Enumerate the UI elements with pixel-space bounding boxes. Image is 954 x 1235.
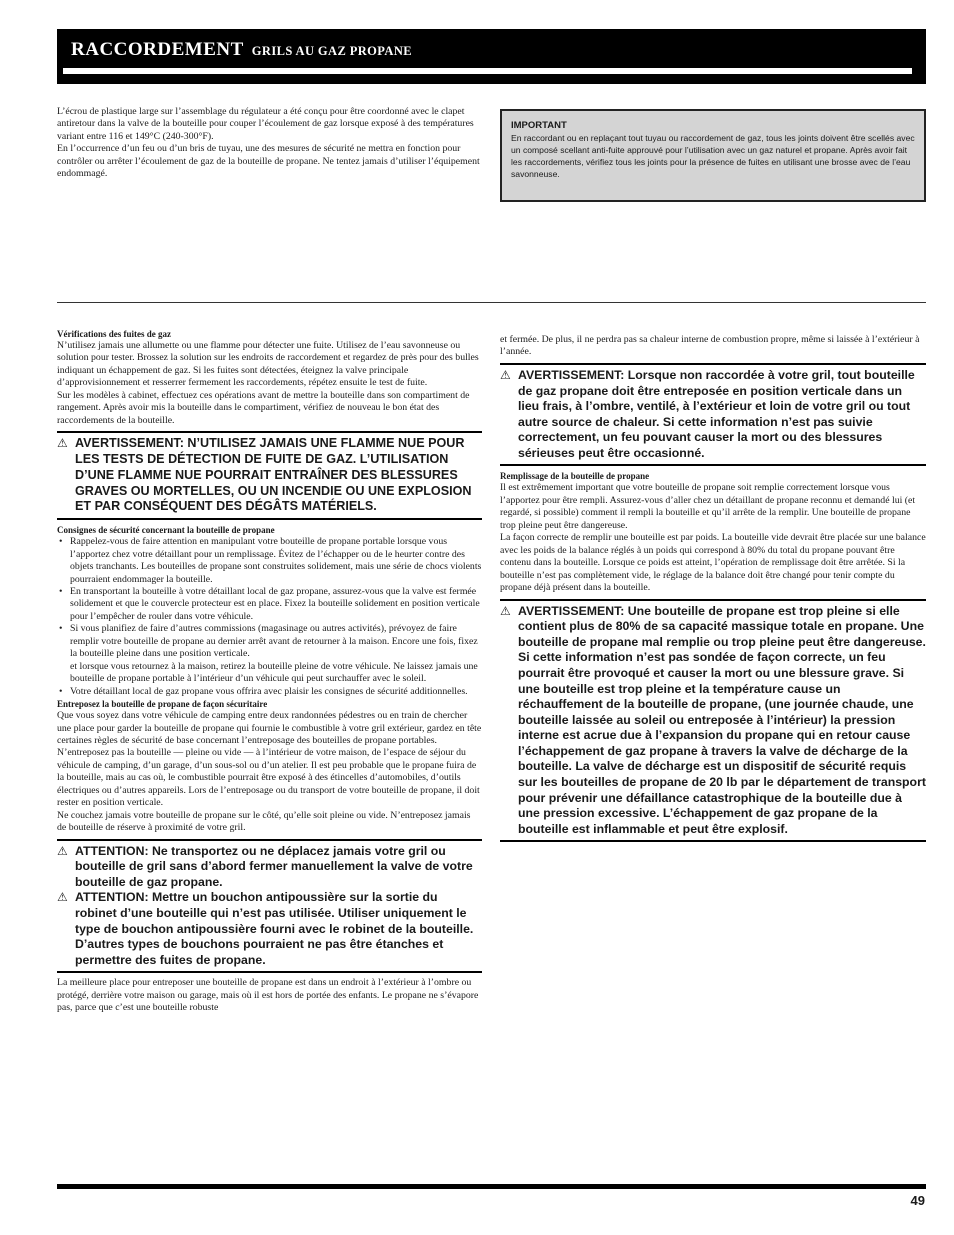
intro-paragraph: En l’occurrence d’un feu ou d’un bris de tuyau, une des mesures de sécurité ne mettra en fonction pour contrôler ou arrêter l’écoulement de gaz de la bouteille de propane. Ne tentez jamais d’utiliser l’équipement endommagé.	[57, 143, 480, 180]
safety-heading: Consignes de sécurité concernant la bouteille de propane	[57, 525, 275, 536]
warning-icon: ⚠	[500, 603, 511, 618]
leak-check-paragraph: Sur les modèles à cabinet, effectuez ces opérations avant de mettre la bouteille dans son compartiment de rangement. Après avoir mis la bouteille dans le compartiment, vérifiez de nouveau le bon état des raccordements de la bouteille.	[57, 389, 470, 426]
intro-text	[57, 106, 482, 181]
warning-text: AVERTISSEMENT: Une bouteille de propane est trop pleine si elle contient plus de 80% de sa capacité massique totale en propane. Une bouteille de propane mal remplie ou trop pleine peut être dangereuse. Si cette information n’est pas sondée de façon correcte, un feu pourrait être provoqué et causer la mort ou une blessure grave. Si une bouteille est trop pleine et la température cause un réchauffement de la bouteille de propane, (une journée chaude, une bouteille laissée au soleil ou entreposée à l’intérieur) la pression interne est acrue due à l’expansion du propane qui en retour cause l’échappement de gaz propane à travers la valve de décharge de la bouteille. La valve de décharge est un dispositif de sécurité requis sur les bouteilles de propane de 20 lb par le département de transport pour prévenir une défaillance catastrophique de la bouteille due à une pression excessive. L’échappement de gaz propane de la bouteille est inflammable et peut être explosif.	[518, 603, 926, 836]
page-header	[57, 29, 926, 84]
header-title	[71, 39, 412, 61]
filling-paragraph: Il est extrêmement important que votre bouteille de propane soit remplie correctement lorsque vous l’apportez pour être rempli. Assurez-vous d’aller chez un détaillant de propane reconnu et demandé lui (et regardé, si possible) comment il rempli la bouteille et qu’il arrête de la remplir. Une bouteille de propane trop pleine peut être dangereuse.	[500, 482, 916, 531]
attention-dust-cap	[57, 890, 482, 968]
attention-transport	[57, 844, 482, 891]
warning-icon: ⚠	[57, 843, 68, 858]
safety-list	[57, 536, 482, 698]
storage-heading: Entreposez la bouteille de propane de façon sécuritaire	[57, 699, 268, 710]
header-rule	[63, 68, 912, 74]
storage-paragraph: Que vous soyez dans votre véhicule de camping entre deux randonnées pédestres ou en train de chercher une place pour garder la bouteille de propane qui fournie le combustible à votre gril extérieur, gardez en tête certaines règles de sécurité de base concernant l’entreposage des bouteilles de propane portables. N’entreposez pas la bouteille — pleine ou vide — à l’intérieur de votre maison, de l’espace de séjour du véhicule de camping, d’un garage, d’un sous-sol ou d’un atelier. Il est peu probable que le propane fuira de la bouteille, mais au cas où, le combustible pourrait être exposé à des étincelles d’automobiles, d’outils électriques ou d’autres appareils. Lors de l’entreposage ou du transport de votre bouteille de propane, il doit rester en position verticale.	[57, 710, 482, 809]
section-title: RACCORDEMENT	[71, 39, 244, 60]
list-item: • Rappelez-vous de faire attention en manipulant votre bouteille de propane portable lorsque vous l’apportez chez votre détaillant pour un remplissage. Évitez de l’échapper ou de le heurter contre des objets tranchants. Les bouteilles de propane sont construites solidement, mais une série de chocs violents pourraient endommager la bouteille.	[57, 536, 482, 586]
warning-overfill	[500, 599, 926, 843]
list-item: • En transportant la bouteille à votre détaillant local de gaz propane, assurez-vous que la valve est fermée solidement et que le couvercle protecteur est en place. Fixez la bouteille solidement en position verticale pour l’empêcher de rouler dans votre véhicule.	[57, 586, 482, 623]
list-item-continuation: et lorsque vous retournez à la maison, retirez la bouteille pleine de votre véhicule. Ne laissez jamais une bouteille de propane portable à l’intérieur d’un véhicule qui peut surchauffer avec le soleil.	[70, 660, 478, 685]
warning-open-flame	[57, 431, 482, 520]
left-column	[57, 328, 482, 1015]
warning-text: AVERTISSEMENT: Lorsque non raccordée à votre gril, tout bouteille de gaz propane doit être entreposée en position verticale dans un lieu frais, à l’ombre, ventilé, à l’extérieur et loin de votre gril ou tout autre source de chaleur. Si cette information n’est pas suivie correctement, un feu pouvant causer la mort ou des blessures sérieuses peut être occasionné.	[518, 367, 915, 460]
intro-paragraph: L’écrou de plastique large sur l’assemblage du régulateur a été conçu pour être coordonné avec le clapet antiretour dans la valve de la bouteille pour couper l’écoulement de gaz lorsque exposé à des températures variant entre 116 et 149°C (240-300°F).	[57, 106, 474, 142]
storage-paragraph: Ne couchez jamais votre bouteille de propane sur le côté, qu’elle soit pleine ou vide. N’entreposez jamais de bouteille de réserve à proximité de votre gril.	[57, 809, 471, 834]
continuation-paragraph: et fermée. De plus, il ne perdra pas sa chaleur interne de combustion propre, même si laissée à l’extérieur à l’année.	[500, 334, 920, 358]
warning-storage	[500, 363, 926, 467]
leak-check-paragraph: N’utilisez jamais une allumette ou une flamme pour détecter une fuite. Utilisez de l’eau savonneuse ou solution pour tester. Brossez la solution sur les endroits de raccordement et regardez de près pour des bulles indiquant un échappement de gaz. Si les fuites sont détectées, éteignez la valve principale d’approvisionnement et resserrer fermement les raccordements, répétez ensuite le test de fuite.	[57, 340, 479, 389]
warning-text: AVERTISSEMENT: N’UTILISEZ JAMAIS UNE FLAMME NUE POUR LES TESTS DE DÉTECTION DE FUITE DE GAZ. L’UTILISATION D’UNE FLAMME NUE POURRAIT ENTRAÎNER DES BLESSURES GRAVES OU MORTELLES, OU UN INCENDIE OU UNE EXPLOSION ET PAR CONSÉQUENT DES DÉGÂTS MATÉRIELS.	[75, 436, 472, 514]
list-item-text: Si vous planifiez de faire d’autres commissions (magasinage ou autres activités), prévoyez de faire remplir votre bouteille de propane au dernier arrêt avant de retourner à la maison. Encore une fois, fixez la bouteille pleine dans une position verticale.	[70, 623, 478, 660]
important-box	[500, 109, 926, 202]
right-column	[500, 334, 926, 846]
leak-check-heading: Vérifications des fuites de gaz	[57, 329, 171, 339]
important-title: IMPORTANT	[511, 120, 567, 131]
warning-icon: ⚠	[500, 367, 511, 382]
filling-paragraph: La façon correcte de remplir une bouteille est par poids. La bouteille vide devrait être placée sur une balance avec les poids de la balance réglés à un poids qui correspond à 80% du total du propane pouvant être contenu dans la bouteille. Lorsque ce poids est atteint, l’opération de remplissage doit être arrêtée. Si la bouteille n’est pas complètement vide, le réglage de la balance doit être changé pour tenir compte du propane déjà présent dans la bouteille.	[500, 532, 926, 594]
attention-text: ATTENTION: Mettre un bouchon antipoussière sur la sortie du robinet d’une bouteille qui n’est pas utilisée. Utiliser uniquement le type de bouchon antipoussière fourni avec le robinet de la bouteille. D’autres types de bouchons pourraient ne pas être étanches et permettre des fuites de propane.	[75, 890, 474, 967]
section-subtitle: GRILS AU GAZ PROPANE	[251, 44, 412, 58]
warning-icon: ⚠	[57, 436, 68, 451]
attention-text: ATTENTION: Ne transportez ou ne déplacez jamais votre gril ou bouteille de gril sans d’abord fermer manuellement la valve de votre bouteille de gaz propane.	[75, 843, 473, 889]
section-divider	[57, 302, 926, 303]
attention-box	[57, 839, 482, 974]
list-item: • Votre détaillant local de gaz propane vous offrira avec plaisir les consignes de sécurité additionnelles.	[57, 686, 482, 698]
best-place-paragraph: La meilleure place pour entreposer une bouteille de propane est dans un endroit à l’extérieur à l’ombre ou protégé, derrière votre maison ou garage, mais où il est hors de portée des enfants. Le propane ne s’évapore pas, parce que c’est une bouteille robuste	[57, 977, 479, 1014]
filling-heading: Remplissage de la bouteille de propane	[500, 471, 650, 482]
footer-rule	[57, 1184, 926, 1189]
list-item	[57, 623, 482, 685]
page-number: 49	[910, 1193, 925, 1208]
warning-icon: ⚠	[57, 890, 68, 905]
important-text: En raccordant ou en replaçant tout tuyau ou raccordement de gaz, tous les joints doivent être scellés avec un composé scellant anti-fuite approuvé pour l’utilisation avec un gaz naturel et propane. Après avoir fait les raccordements, vérifiez tous les joints pour la présence de fuites en utilisant une brosse avec de l’eau savonneuse.	[511, 133, 915, 180]
